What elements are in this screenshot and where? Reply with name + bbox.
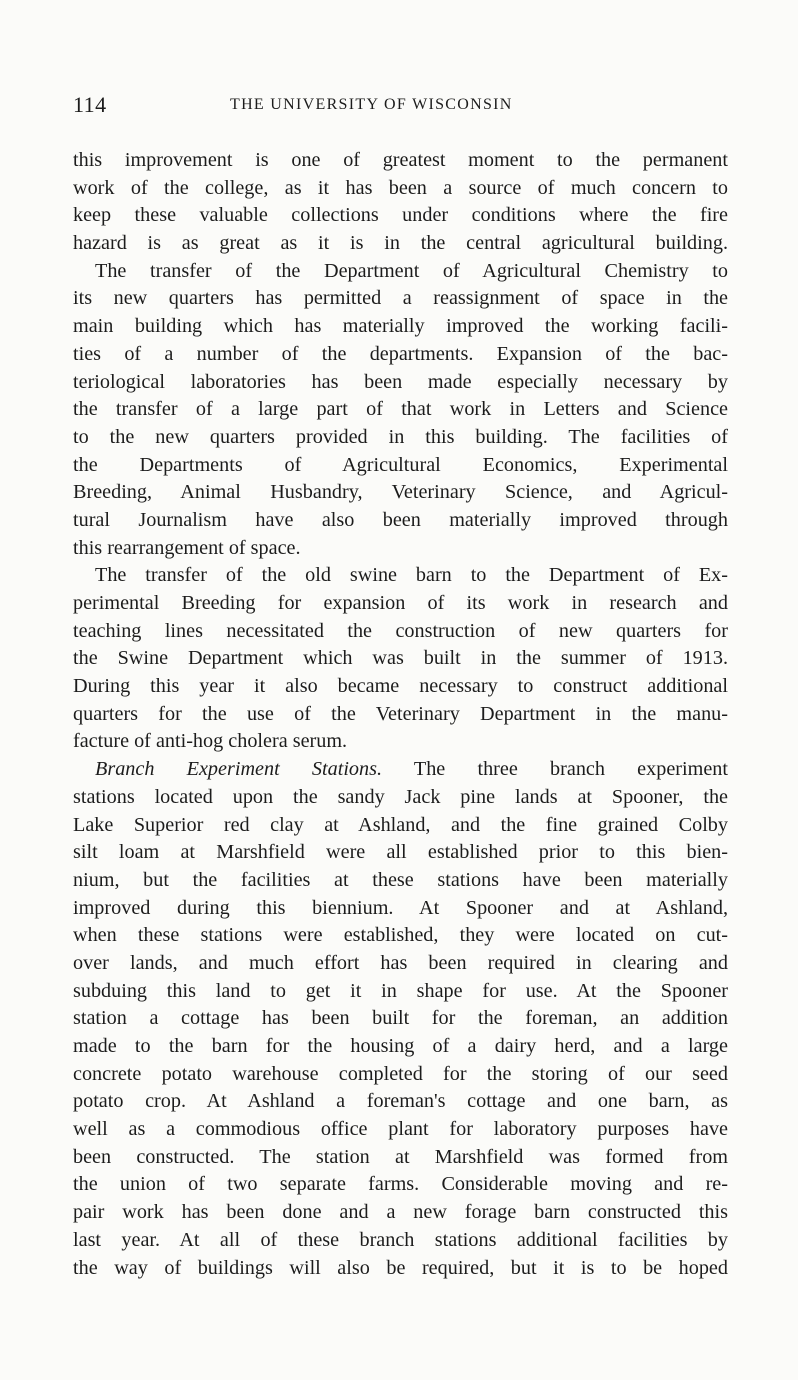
text-line: over lands, and much effort has been required in clearing and	[73, 951, 728, 974]
running-title: THE UNIVERSITY OF WISCONSIN	[230, 96, 513, 113]
text-line: made to the barn for the housing of a dairy herd, and a large	[73, 1035, 728, 1057]
text-line: pair work has been done and a new forage barn constructed this	[73, 1201, 728, 1224]
text-line	[73, 756, 728, 784]
text-line: perimental Breeding for expansion of its work in research and	[73, 592, 728, 614]
text-line: the union of two separate farms. Considerable moving and re-	[73, 1173, 728, 1196]
text-fragment: The three branch experiment	[382, 758, 728, 781]
text-line: when these stations were established, they were located on cut-	[73, 924, 728, 947]
page-header	[73, 92, 728, 122]
text-line: potato crop. At Ashland a foreman's cottage and one barn, as	[73, 1090, 728, 1113]
text-line: this improvement is one of greatest moment to the permanent	[73, 149, 728, 171]
text-line: tural Journalism have also been materially improved through	[73, 508, 728, 531]
text-line: ties of a number of the departments. Expansion of the bac-	[73, 342, 728, 365]
text-line: The transfer of the Department of Agricultural Chemistry to	[95, 259, 728, 282]
text-line: teriological laboratories has been made especially necessary by	[73, 370, 728, 393]
text-line: Lake Superior red clay at Ashland, and the fine grained Colby	[73, 813, 728, 836]
text-line: keep these valuable collections under conditions where the fire	[73, 204, 728, 227]
text-line: main building which has materially improved the working facili-	[73, 315, 728, 338]
text-line: During this year it also became necessary to construct additional	[73, 675, 728, 698]
body-text	[73, 147, 728, 1282]
text-line: facture of anti-hog cholera serum.	[73, 730, 348, 753]
text-line: this rearrangement of space.	[73, 536, 301, 559]
section-heading: Branch Experiment Stations.	[95, 758, 383, 781]
page-number: 114	[73, 92, 107, 117]
text-line: teaching lines necessitated the construction of new quarters for	[73, 619, 728, 642]
text-line: the Departments of Agricultural Economics, Experimental	[73, 453, 728, 476]
text-line: nium, but the facilities at these stations have been materially	[73, 868, 728, 891]
text-line: silt loam at Marshfield were all established prior to this bien-	[73, 841, 728, 864]
text-line: well as a commodious office plant for laboratory purposes have	[73, 1118, 728, 1141]
text-line: concrete potato warehouse completed for the storing of our seed	[73, 1062, 728, 1085]
text-line: to the new quarters provided in this building. The facilities of	[73, 425, 728, 448]
text-line: hazard is as great as it is in the central agricultural building.	[73, 232, 728, 255]
text-line: the transfer of a large part of that work in Letters and Science	[73, 398, 728, 421]
text-line: last year. At all of these branch stations additional facilities by	[73, 1228, 728, 1251]
text-line: quarters for the use of the Veterinary Department in the manu-	[73, 702, 728, 725]
text-line: subduing this land to get it in shape for use. At the Spooner	[73, 979, 728, 1002]
text-line: its new quarters has permitted a reassignment of space in the	[73, 287, 728, 310]
text-line: Breeding, Animal Husbandry, Veterinary Science, and Agricul-	[73, 481, 728, 504]
text-line: station a cottage has been built for the foreman, an addition	[73, 1007, 728, 1030]
text-line: stations located upon the sandy Jack pine lands at Spooner, the	[73, 785, 728, 808]
text-line: the way of buildings will also be required, but it is to be hoped	[73, 1256, 728, 1279]
text-line: improved during this biennium. At Spooner and at Ashland,	[73, 896, 728, 919]
text-line: The transfer of the old swine barn to the Department of Ex-	[95, 564, 728, 587]
text-line: work of the college, as it has been a source of much concern to	[73, 176, 728, 199]
text-line: the Swine Department which was built in the summer of 1913.	[73, 647, 728, 670]
text-line: been constructed. The station at Marshfield was formed from	[73, 1145, 728, 1168]
